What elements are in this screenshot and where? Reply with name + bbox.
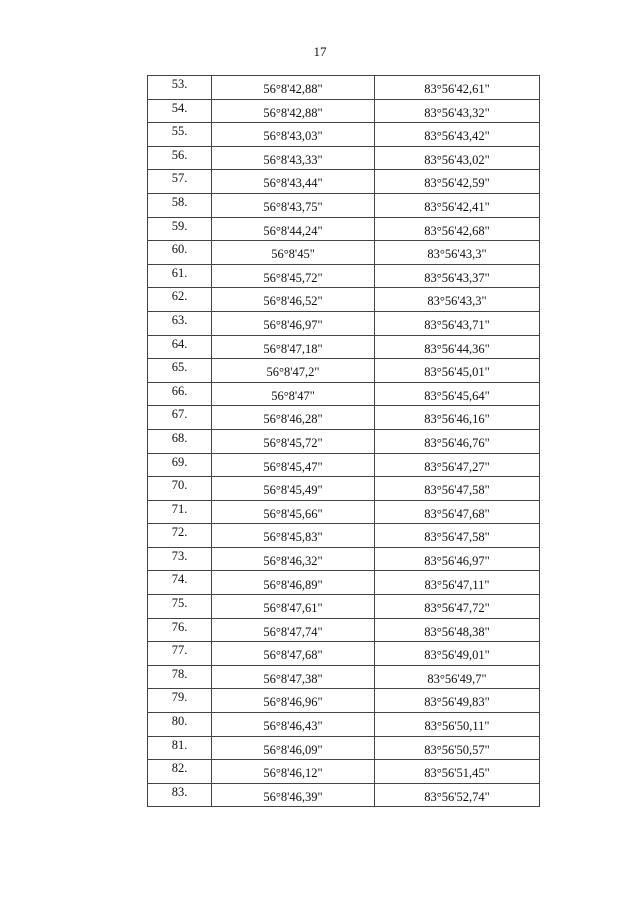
point-number-cell: 62. [148, 288, 212, 312]
longitude-cell: 83°56'43,32" [375, 99, 540, 123]
point-number-cell: 60. [148, 241, 212, 265]
longitude-cell: 83°56'47,27" [375, 453, 540, 477]
latitude-cell: 56°8'46,43" [212, 713, 375, 737]
latitude-cell: 56°8'45,83" [212, 524, 375, 548]
table-row [148, 264, 540, 288]
longitude-cell: 83°56'43,3" [375, 241, 540, 265]
point-number-cell: 65. [148, 359, 212, 383]
latitude-cell: 56°8'46,12" [212, 760, 375, 784]
table-row [148, 288, 540, 312]
longitude-cell: 83°56'43,71" [375, 311, 540, 335]
longitude-cell: 83°56'51,45" [375, 760, 540, 784]
table-row [148, 571, 540, 595]
latitude-cell: 56°8'45,49" [212, 477, 375, 501]
point-number-cell: 67. [148, 406, 212, 430]
longitude-cell: 83°56'47,11" [375, 571, 540, 595]
table-row [148, 477, 540, 501]
longitude-cell: 83°56'42,61" [375, 76, 540, 100]
point-number-cell: 68. [148, 429, 212, 453]
longitude-cell: 83°56'42,68" [375, 217, 540, 241]
longitude-cell: 83°56'45,01" [375, 359, 540, 383]
table-row [148, 170, 540, 194]
coordinates-table-body [148, 76, 540, 807]
point-number-cell: 55. [148, 123, 212, 147]
point-number-cell: 74. [148, 571, 212, 595]
point-number-cell: 64. [148, 335, 212, 359]
latitude-cell: 56°8'44,24" [212, 217, 375, 241]
point-number-cell: 82. [148, 760, 212, 784]
latitude-cell: 56°8'46,89" [212, 571, 375, 595]
longitude-cell: 83°56'52,74" [375, 783, 540, 807]
latitude-cell: 56°8'47,68" [212, 642, 375, 666]
latitude-cell: 56°8'46,32" [212, 547, 375, 571]
latitude-cell: 56°8'45,66" [212, 500, 375, 524]
table-row [148, 500, 540, 524]
latitude-cell: 56°8'46,52" [212, 288, 375, 312]
latitude-cell: 56°8'46,96" [212, 689, 375, 713]
table-row [148, 311, 540, 335]
table-row [148, 146, 540, 170]
point-number-cell: 77. [148, 642, 212, 666]
point-number-cell: 56. [148, 146, 212, 170]
point-number-cell: 73. [148, 547, 212, 571]
latitude-cell: 56°8'47,38" [212, 665, 375, 689]
longitude-cell: 83°56'49,01" [375, 642, 540, 666]
longitude-cell: 83°56'45,64" [375, 382, 540, 406]
latitude-cell: 56°8'43,44" [212, 170, 375, 194]
table-row [148, 99, 540, 123]
longitude-cell: 83°56'48,38" [375, 618, 540, 642]
table-row [148, 335, 540, 359]
latitude-cell: 56°8'43,33" [212, 146, 375, 170]
latitude-cell: 56°8'47,74" [212, 618, 375, 642]
point-number-cell: 54. [148, 99, 212, 123]
point-number-cell: 66. [148, 382, 212, 406]
table-row [148, 359, 540, 383]
point-number-cell: 81. [148, 736, 212, 760]
point-number-cell: 80. [148, 713, 212, 737]
table-row [148, 382, 540, 406]
table-row [148, 453, 540, 477]
longitude-cell: 83°56'50,11" [375, 713, 540, 737]
table-row [148, 736, 540, 760]
latitude-cell: 56°8'42,88" [212, 76, 375, 100]
point-number-cell: 63. [148, 311, 212, 335]
table-row [148, 123, 540, 147]
latitude-cell: 56°8'43,75" [212, 193, 375, 217]
longitude-cell: 83°56'47,72" [375, 595, 540, 619]
longitude-cell: 83°56'43,37" [375, 264, 540, 288]
latitude-cell: 56°8'47,2" [212, 359, 375, 383]
longitude-cell: 83°56'43,42" [375, 123, 540, 147]
longitude-cell: 83°56'46,76" [375, 429, 540, 453]
longitude-cell: 83°56'46,16" [375, 406, 540, 430]
point-number-cell: 75. [148, 595, 212, 619]
point-number-cell: 71. [148, 500, 212, 524]
longitude-cell: 83°56'49,83" [375, 689, 540, 713]
longitude-cell: 83°56'42,41" [375, 193, 540, 217]
table-row [148, 193, 540, 217]
longitude-cell: 83°56'43,02" [375, 146, 540, 170]
table-row [148, 217, 540, 241]
latitude-cell: 56°8'45,72" [212, 429, 375, 453]
longitude-cell: 83°56'43,3" [375, 288, 540, 312]
table-row [148, 618, 540, 642]
table-row [148, 760, 540, 784]
latitude-cell: 56°8'43,03" [212, 123, 375, 147]
longitude-cell: 83°56'50,57" [375, 736, 540, 760]
coordinates-table [147, 75, 540, 807]
point-number-cell: 72. [148, 524, 212, 548]
table-row [148, 689, 540, 713]
longitude-cell: 83°56'42,59" [375, 170, 540, 194]
table-row [148, 713, 540, 737]
latitude-cell: 56°8'42,88" [212, 99, 375, 123]
table-row [148, 642, 540, 666]
table-row [148, 429, 540, 453]
point-number-cell: 83. [148, 783, 212, 807]
longitude-cell: 83°56'47,58" [375, 477, 540, 501]
latitude-cell: 56°8'47,18" [212, 335, 375, 359]
latitude-cell: 56°8'45,72" [212, 264, 375, 288]
latitude-cell: 56°8'46,39" [212, 783, 375, 807]
point-number-cell: 69. [148, 453, 212, 477]
latitude-cell: 56°8'47" [212, 382, 375, 406]
table-row [148, 665, 540, 689]
table-row [148, 524, 540, 548]
longitude-cell: 83°56'47,68" [375, 500, 540, 524]
point-number-cell: 61. [148, 264, 212, 288]
table-row [148, 547, 540, 571]
latitude-cell: 56°8'46,28" [212, 406, 375, 430]
point-number-cell: 70. [148, 477, 212, 501]
table-row [148, 241, 540, 265]
page-number: 17 [313, 44, 327, 59]
point-number-cell: 76. [148, 618, 212, 642]
table-row [148, 783, 540, 807]
latitude-cell: 56°8'46,97" [212, 311, 375, 335]
table-row [148, 595, 540, 619]
point-number-cell: 79. [148, 689, 212, 713]
latitude-cell: 56°8'47,61" [212, 595, 375, 619]
latitude-cell: 56°8'45" [212, 241, 375, 265]
point-number-cell: 78. [148, 665, 212, 689]
point-number-cell: 59. [148, 217, 212, 241]
point-number-cell: 58. [148, 193, 212, 217]
longitude-cell: 83°56'46,97" [375, 547, 540, 571]
table-row [148, 76, 540, 100]
longitude-cell: 83°56'47,58" [375, 524, 540, 548]
longitude-cell: 83°56'44,36" [375, 335, 540, 359]
longitude-cell: 83°56'49,7" [375, 665, 540, 689]
latitude-cell: 56°8'45,47" [212, 453, 375, 477]
point-number-cell: 57. [148, 170, 212, 194]
point-number-cell: 53. [148, 76, 212, 100]
table-row [148, 406, 540, 430]
latitude-cell: 56°8'46,09" [212, 736, 375, 760]
